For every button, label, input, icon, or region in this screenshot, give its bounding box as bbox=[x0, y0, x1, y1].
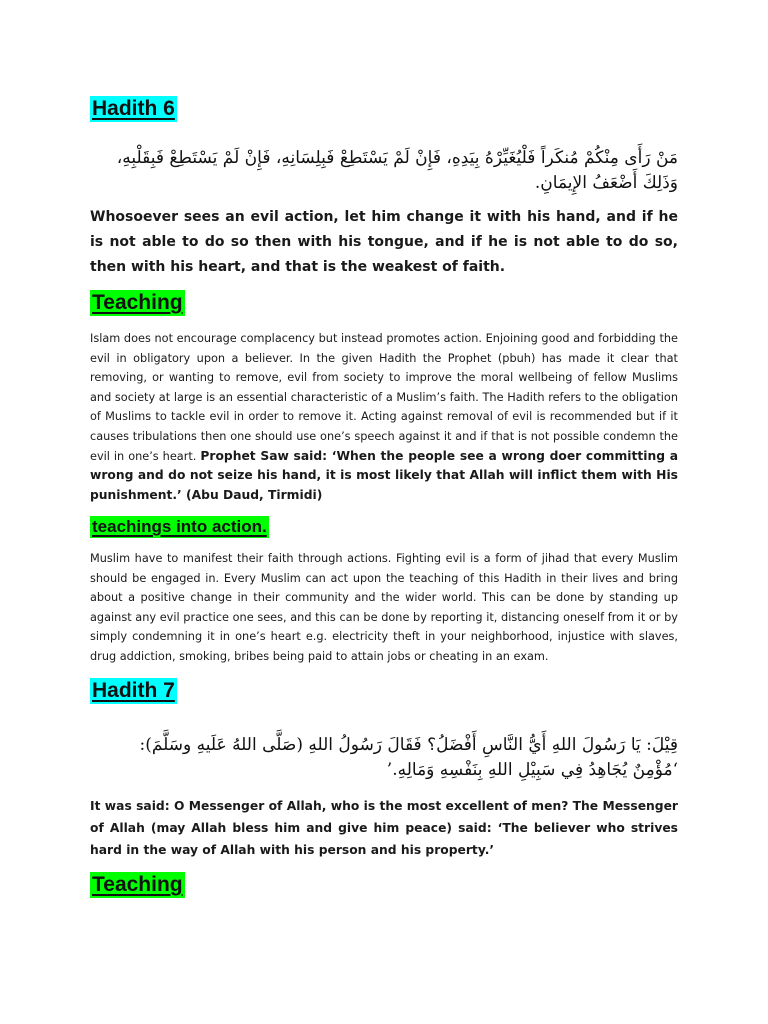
hadith-6-teaching-heading: Teaching bbox=[92, 291, 183, 314]
hadith-6-teaching-quote: Prophet Saw said: ‘When the people see a wrong doer committing a wrong and do not seize his hand, it is most likely that Allah will inflict them with His punishment.’ (Abu Daud, Tirmidi) bbox=[90, 448, 679, 502]
hadith-7-section bbox=[90, 678, 678, 704]
teachings-into-action-heading: teachings into action. bbox=[92, 517, 267, 536]
hadith-7-arabic-text: قِيْلَ: يَا رَسُولَ اللهِ أَيُّ النَّاسِ أَفْضَلُ؟ فَقَالَ رَسُولُ اللهِ (صَلَّى اللهُ عَلَيهِ وسَلَّمَ): ‘مُؤْمِنٌ يُجَاهِدُ فِي سَبِيْلِ اللهِ بِنَفْسِهِ وَمَالِهِ.’ bbox=[139, 735, 678, 780]
hadith-6-teaching-text: Islam does not encourage complacency but instead promotes action. Enjoining good and forbidding the evil in obligatory upon a believer. In the given Hadith the Prophet (pbuh) has made it clear that removing, or wanting to remove, evil from society to improve the moral wellbeing of fellow Muslims and society at large is an essential characteristic of a Muslim’s faith. The Hadith refers to the obligation of Muslims to tackle evil in order to remove it. Acting against removal of evil is recommended but if it causes tribulations then one should use one’s speech against it and if that is not possible condemn the evil in one’s heart. bbox=[90, 332, 678, 463]
hadith-7-heading: Hadith 7 bbox=[92, 679, 175, 702]
hadith-6-teaching-section bbox=[90, 290, 678, 316]
hadith-7-teaching-heading: Teaching bbox=[92, 873, 183, 896]
hadith-7-translation: It was said: O Messenger of Allah, who is the most excellent of men? The Messenger of Allah (may Allah bless him and give him peace) said: ‘The believer who strives hard in the way of Allah with his person and his property.’ bbox=[90, 799, 678, 857]
teachings-into-action-section bbox=[90, 516, 678, 538]
teachings-into-action-paragraph: Muslim have to manifest their faith through actions. Fighting evil is a form of jihad that every Muslim should be engaged in. Every Muslim can act upon the teaching of this Hadith in their lives and bring about a positive change in their community and the wider world. This can be done by standing up against any evil practice one sees, and this can be done by reporting it, distancing oneself from it or by simply condemning it in one’s heart e.g. electricity theft in your neighborhood, injustice with slaves, drug addiction, smoking, bribes being paid to attain jobs or cheating in an exam. bbox=[90, 552, 678, 663]
hadith-7-teaching-section bbox=[90, 872, 678, 898]
hadith-6-section bbox=[90, 96, 678, 122]
hadith-6-teaching-paragraph bbox=[90, 329, 678, 505]
hadith-6-heading: Hadith 6 bbox=[92, 97, 175, 120]
hadith-6-translation: Whosoever sees an evil action, let him change it with his hand, and if he is not able to do so then with his tongue, and if he is not able to do so, then with his heart, and that is the weakest of faith. bbox=[90, 209, 678, 275]
hadith-6-arabic-text: مَنْ رَأَى مِنْكُمْ مُنكَراً فَلْيُغَيِّرْهُ بِيَدِهِ، فَإِنْ لَمْ يَسْتَطِعْ فَبِلِسَانِهِ، فَإِنْ لَمْ يَسْتَطِعْ فَبِقَلْبِهِ، وَذَلِكَ أَضْعَفُ الإِيمَانِ. bbox=[116, 148, 678, 193]
